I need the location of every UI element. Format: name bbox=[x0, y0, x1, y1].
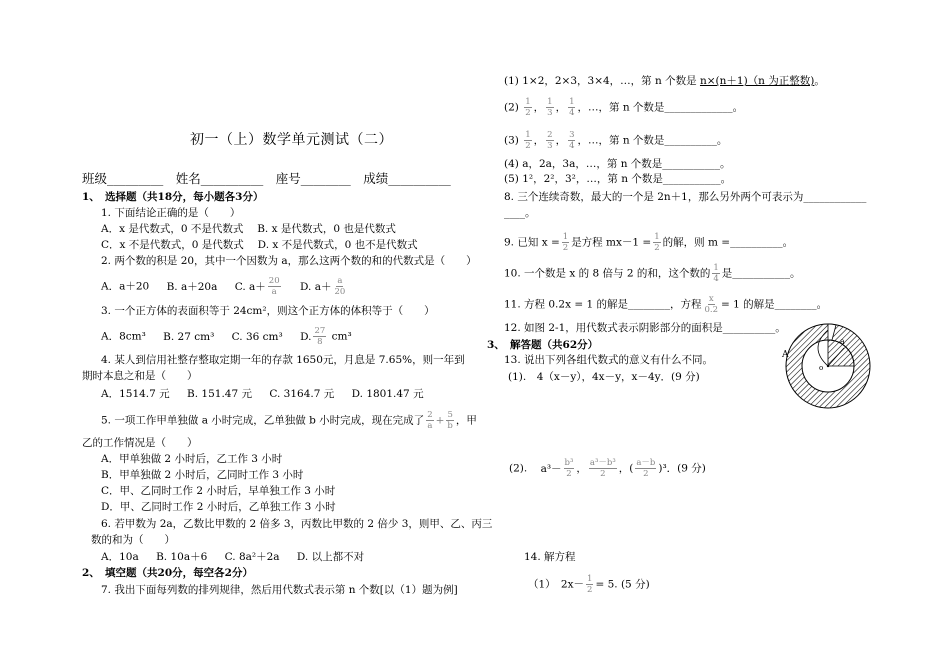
fraction-numerator: 1 bbox=[713, 263, 719, 273]
q2-option-a: A．a＋20 bbox=[101, 280, 150, 293]
fraction-numerator: 3 bbox=[569, 130, 575, 140]
figure-center-point bbox=[827, 365, 829, 367]
figure-label-o: o bbox=[819, 364, 824, 372]
q1-stem: 1. 下面结论正确的是（ ） bbox=[101, 207, 241, 219]
q9-line bbox=[504, 232, 793, 253]
q7-part5: (5) 1²，2²，3²，…，第 n 个数是___________。 bbox=[504, 173, 732, 185]
fraction-denominator: 4 bbox=[569, 141, 575, 151]
q2-option-c: C. a＋ bbox=[234, 280, 266, 293]
q3-stem: 3. 一个正方体的表面积等于 24cm²，则这个正方体的体积等于（ ） bbox=[101, 305, 435, 317]
fraction-denominator: 2 bbox=[566, 469, 572, 479]
fraction-denominator: 2 bbox=[600, 469, 606, 479]
q4-option-d: D. 1801.47 元 bbox=[351, 388, 424, 400]
q13-part2-text-a: a³－ bbox=[540, 462, 562, 475]
q7-part3-fraction-2 bbox=[546, 130, 553, 151]
q14-part1-text-a: （1） 2x－ bbox=[528, 578, 585, 591]
q13-stem: 13. 说出下列各组代数式的意义有什么不同。 bbox=[504, 354, 714, 366]
q4-options bbox=[101, 387, 424, 401]
q2-option-d-fraction bbox=[333, 276, 346, 297]
q7-part2-tail: ，…，第 n 个数是_____________。 bbox=[577, 101, 744, 114]
fraction-denominator: 8 bbox=[317, 337, 323, 347]
q5-plus: + bbox=[435, 414, 445, 427]
fraction-numerator: 1 bbox=[654, 232, 660, 242]
q7-part2-fraction-3 bbox=[568, 97, 575, 118]
fraction-numerator: a bbox=[337, 276, 343, 286]
q7-stem: 7. 我出下面每列数的排列规律，然后用代数式表示第 n 个数[以（1）题为例] bbox=[101, 584, 458, 596]
fraction-numerator: a－b bbox=[636, 458, 656, 468]
q3-option-d-fraction bbox=[313, 326, 326, 347]
fraction-denominator: 2 bbox=[643, 469, 649, 479]
q7-part2-fraction-1 bbox=[524, 97, 531, 118]
q11-line bbox=[504, 294, 827, 315]
q3-option-d-unit: cm³ bbox=[331, 330, 352, 343]
q7-part3: (3) $\frac{1}{2}$ ， $\frac{2}{3}$ ， $\frac{3}{4}$ ，…，第 n 个数是__________。 bbox=[504, 130, 728, 151]
fraction-denominator: 2 bbox=[587, 585, 593, 595]
q10-fraction bbox=[712, 263, 719, 284]
fraction-denominator: a bbox=[271, 287, 277, 297]
q2-option-d: D. a＋ bbox=[299, 280, 332, 293]
q7-part2: (2) $\frac{1}{2}$ ， $\frac{1}{3}$ ， $\frac{1}{4}$ ，…，第 n 个数是_____________。 bbox=[504, 97, 744, 118]
q13-fraction-3 bbox=[635, 458, 656, 479]
q10-text-a: 10. 一个数是 x 的 8 倍与 2 的和，这个数的 bbox=[504, 267, 711, 280]
q1-options-cd: C．x 不是代数式，0 是代数式 D. x 不是代数式，0 也不是代数式 bbox=[101, 239, 418, 251]
q11-text-a: 11. 方程 0.2x = 1 的解是________，方程 bbox=[504, 298, 702, 311]
q4-option-c: C. 3164.7 元 bbox=[269, 388, 335, 400]
q13-part1: (1). 4（x－y），4x－y，x－4y．(9 分) bbox=[508, 371, 700, 383]
fraction-numerator: 1 bbox=[525, 130, 531, 140]
page-title: 初一（上）数学单元测试（二） bbox=[190, 132, 393, 148]
fraction-denominator: 4 bbox=[713, 274, 719, 284]
q9-text-b: 是方程 mx－1 = bbox=[571, 236, 652, 249]
fraction-denominator: 3 bbox=[547, 141, 553, 151]
figure-2-1-concentric-circles bbox=[778, 318, 874, 414]
fraction-numerator: 5 bbox=[447, 410, 453, 420]
q13-fraction-1 bbox=[564, 458, 575, 479]
q1-options-ab: A．x 是代数式，0 不是代数式 B. x 是代数式，0 也是代数式 bbox=[101, 223, 396, 235]
fraction-numerator: 1 bbox=[525, 97, 531, 107]
fraction-denominator: 2 bbox=[525, 141, 531, 151]
q14-stem: 14. 解方程 bbox=[524, 551, 576, 563]
fraction-numerator: 1 bbox=[562, 232, 569, 242]
q13-part2-tail: )³．(9 分) bbox=[658, 462, 706, 475]
figure-label-a-outer: A bbox=[782, 350, 789, 360]
q13-separator-1: ， bbox=[576, 462, 587, 475]
q3-option-d: D. bbox=[300, 330, 312, 343]
q11-fraction bbox=[704, 294, 720, 315]
q13-part2 bbox=[509, 458, 706, 479]
q13-fraction-2 bbox=[589, 458, 617, 479]
q7-part1 bbox=[504, 74, 825, 88]
q3-options bbox=[101, 326, 352, 347]
q7-part4: (4) a，2a，3a，…，第 n 个数是___________。 bbox=[504, 158, 731, 170]
q7-part1-end: 。 bbox=[814, 75, 825, 87]
fraction-numerator: 2 bbox=[427, 410, 433, 420]
q14-part1 bbox=[528, 574, 650, 595]
q5-stem-line1 bbox=[101, 410, 477, 431]
section-2-heading: 2、 填空题（共20分，每空各2分） bbox=[82, 567, 253, 579]
fraction-numerator: 20 bbox=[268, 276, 280, 286]
q6-stem-line1: 6. 若甲数为 2a，乙数比甲数的 2 倍多 3，丙数比甲数的 2 倍少 3，则甲、乙、丙三 bbox=[101, 518, 493, 530]
fraction-denominator: 3 bbox=[547, 108, 553, 118]
q10-text-b: 是___________。 bbox=[721, 267, 801, 280]
q4-option-b: B. 151.47 元 bbox=[187, 388, 252, 400]
q9-fraction-2 bbox=[653, 232, 660, 253]
fraction-numerator: x bbox=[708, 294, 714, 304]
q5-option-b: B．甲单独做 2 小时后，乙同时工作 3 小时 bbox=[101, 469, 304, 481]
q6-option-c: C. 8a²＋2a bbox=[224, 551, 280, 563]
q13-separator-2: ，( bbox=[618, 462, 634, 475]
q7-part2-fraction-2 bbox=[546, 97, 553, 118]
q8-line1: 8. 三个连续奇数，最大的一个是 2n＋1，那么另外两个可表示为____________ bbox=[504, 191, 867, 203]
fraction-denominator: 2 bbox=[654, 243, 660, 253]
q6-options bbox=[101, 550, 364, 564]
q9-text-c: 的解，则 m =__________。 bbox=[662, 236, 794, 249]
fraction-denominator: 20 bbox=[334, 287, 346, 297]
q5-stem-tail: ，甲 bbox=[455, 414, 477, 427]
q2-stem: 2. 两个数的积是 20，其中一个因数为 a，那么这两个数的和的代数式是（ ） bbox=[101, 255, 477, 267]
q4-stem-line1: 4. 某人到信用社整存整取定期一年的存款 1650元，月息是 7.65%，则一年到 bbox=[101, 354, 465, 366]
q7-part3-label: (3) bbox=[504, 134, 519, 147]
q13-part2-label: (2). bbox=[509, 462, 528, 475]
q14-part1-text-b: = 5. (5 分) bbox=[595, 578, 650, 591]
q3-option-a: A．8cm³ bbox=[101, 330, 146, 343]
q6-option-d: D. 以上都不对 bbox=[296, 551, 365, 563]
fraction-denominator: b bbox=[447, 421, 453, 431]
q2-option-b: B. a＋20a bbox=[166, 280, 218, 293]
q5-fraction-1 bbox=[426, 410, 433, 431]
fraction-denominator: 2 bbox=[562, 243, 569, 253]
q5-stem-text: 5. 一项工作甲单独做 a 小时完成，乙单独做 b 小时完成，现在完成了 bbox=[101, 414, 425, 427]
q2-option-c-fraction bbox=[268, 276, 281, 297]
fraction-numerator: 2 bbox=[547, 130, 553, 140]
q14-fraction bbox=[586, 574, 593, 595]
fraction-numerator: 1 bbox=[569, 97, 575, 107]
q7-part2-label: (2) bbox=[504, 101, 519, 114]
q7-part1-text: (1) 1×2，2×3，3×4，…，第 n 个数是 bbox=[504, 75, 700, 87]
q2-options bbox=[101, 276, 348, 297]
fraction-numerator: 27 bbox=[314, 326, 326, 336]
section-1-heading: 1、 选择题（共18分，每小题各3分） bbox=[82, 191, 264, 203]
fraction-numerator: a³－b³ bbox=[589, 458, 616, 468]
q11-text-b: = 1 的解是________。 bbox=[721, 298, 828, 311]
q6-option-b: B. 10a＋6 bbox=[156, 551, 208, 563]
q8-line2: ____。 bbox=[504, 207, 536, 219]
fraction-denominator: 4 bbox=[569, 108, 575, 118]
q7-part3-fraction-1 bbox=[524, 130, 531, 151]
q6-stem-line2: 数的和为（ ） bbox=[91, 534, 175, 546]
q10-line bbox=[504, 263, 801, 284]
q5-fraction-2 bbox=[446, 410, 453, 431]
q5-option-d: D．甲、乙同时工作 2 小时后，乙单独工作 3 小时 bbox=[101, 501, 336, 513]
q5-option-c: C．甲、乙同时工作 2 小时后，早单独工作 3 小时 bbox=[101, 485, 336, 497]
fraction-denominator: a bbox=[427, 421, 433, 431]
q3-option-c: C. 36 cm³ bbox=[231, 330, 283, 343]
q9-fraction-1 bbox=[562, 232, 569, 253]
q7-part3-fraction-3 bbox=[568, 130, 575, 151]
q4-stem-line2: 期时本息之和是（ ） bbox=[82, 370, 198, 382]
q6-option-a: A．10a bbox=[101, 551, 139, 563]
fraction-numerator: 1 bbox=[547, 97, 553, 107]
fraction-denominator: 2 bbox=[525, 108, 531, 118]
section-3-heading: 3、 解答题（共62分） bbox=[487, 339, 599, 351]
q3-option-b: B. 27 cm³ bbox=[163, 330, 215, 343]
q4-option-a: A．1514.7 元 bbox=[101, 388, 170, 400]
q9-text-a: 9. 已知 x = bbox=[504, 236, 560, 249]
fraction-denominator: 0.2 bbox=[704, 305, 719, 315]
q5-option-a: A．甲单独做 2 小时后，乙工作 3 小时 bbox=[101, 453, 283, 465]
q7-part3-tail: ，…，第 n 个数是__________。 bbox=[577, 134, 728, 147]
q12-line: 12. 如图 2-1，用代数式表示阴影部分的面积是__________。 bbox=[504, 322, 786, 334]
q5-stem-line2: 乙的工作情况是（ ） bbox=[82, 437, 198, 449]
fraction-numerator: 1 bbox=[587, 574, 593, 584]
q7-part1-answer: n×(n＋1)（n 为正整数) bbox=[699, 75, 815, 87]
fraction-numerator: b³ bbox=[564, 458, 574, 468]
figure-label-a-inner: a bbox=[840, 337, 845, 346]
student-info-line: 班级_________ 姓名__________ 座号________ 成绩__________ bbox=[82, 171, 451, 186]
